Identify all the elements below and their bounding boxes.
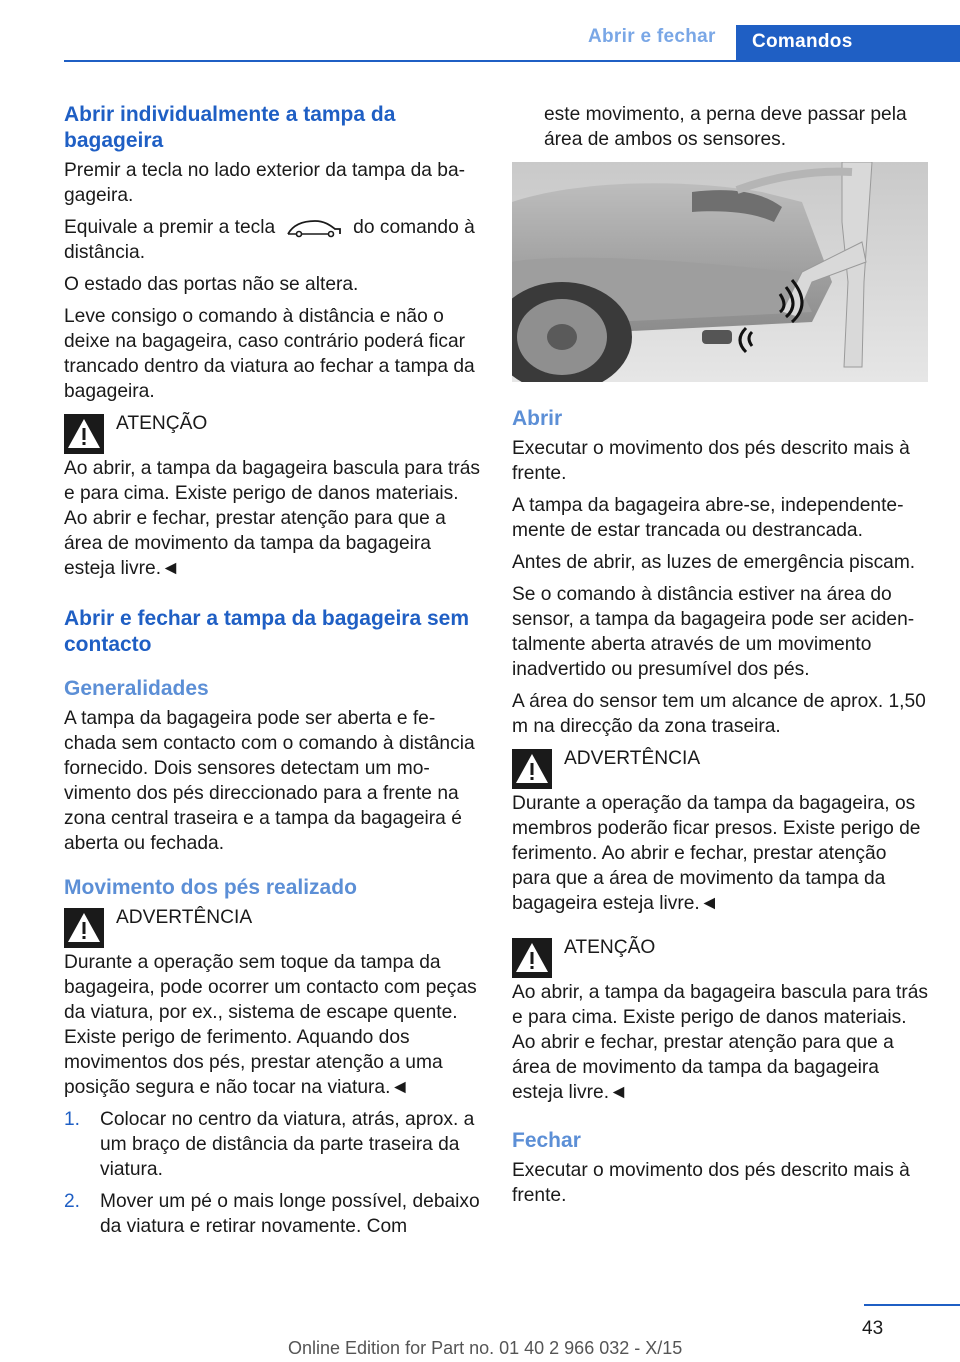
warning-triangle-icon — [512, 749, 552, 789]
warning-title: ADVERTÊNCIA — [564, 748, 701, 769]
right-column — [512, 102, 928, 1215]
paragraph: A tampa da bagageira pode ser aberta e fechada sem contacto com o comando à distância fornecido. Dois sensores detectam um movimento dos pés direccionado para a frente na zona central traseira e a tampa da bagageira é aberta ou fechada. — [64, 708, 475, 854]
page-number: 43 — [862, 1318, 884, 1339]
caution-title: ATENÇÃO — [116, 413, 208, 434]
caution-text: Ao abrir, a tampa da bagageira bascula para trás e para cima. Existe perigo de danos materiais. Ao abrir e fechar, prestar atenção para que a área de movimento da tampa da bagageira esteja livre.◄ — [512, 982, 928, 1103]
caution-title: ATENÇÃO — [564, 937, 656, 958]
heading-close: Fechar — [512, 1129, 581, 1152]
warning-triangle-icon — [64, 414, 104, 454]
warning-text: Durante a operação sem toque da tampa da bagageira, pode ocorrer um contacto com peças da viatura, por ex., sistema de escape quente. Existe perigo de ferimento. Aquando dos movimentos dos pés, prestar atenção a uma posição segura e não tocar na viatura.◄ — [64, 952, 477, 1098]
header-chapter-tab: Comandos — [736, 25, 960, 61]
steps-list — [64, 1107, 480, 1239]
paragraph: Antes de abrir, as luzes de emergência piscam. — [512, 552, 916, 573]
warning-title: ADVERTÊNCIA — [116, 907, 253, 928]
paragraph: Se o comando à distância estiver na área do sensor, a tampa da bagageira pode ser acidentalmente aberta através de um movimento inadvertido ou presumível dos pés. — [512, 584, 915, 680]
paragraph: Leve consigo o comando à distância e não o deixe na bagageira, caso contrário poderá ficar trancado dentro da viatura ao fechar a tampa da bagageira. — [64, 306, 475, 402]
paragraph: A área do sensor tem um alcance de aprox. 1,50 m na direcção da zona traseira. — [512, 691, 926, 737]
heading-open-trunk-individually: Abrir individualmente a tampa da bagageira — [64, 103, 396, 152]
header-section-tab: Abrir e fechar — [588, 26, 716, 47]
warning-triangle-icon — [64, 908, 104, 948]
edition-footer: Online Edition for Part no. 01 40 2 966 032 - X/15 — [288, 1338, 683, 1358]
illustration-foot-sensor — [512, 162, 928, 382]
heading-open: Abrir — [512, 407, 563, 430]
caution-text: Ao abrir, a tampa da bagageira bascula para trás e para cima. Existe perigo de danos materiais. Ao abrir e fechar, prestar atenção para que a área de movimento da tampa da bagageira esteja livre.◄ — [64, 458, 480, 579]
paragraph: Premir a tecla no lado exterior da tampa da bagageira. — [64, 160, 466, 206]
warning-note — [512, 746, 928, 916]
left-column — [64, 102, 480, 1246]
paragraph: O estado das portas não se altera. — [64, 274, 359, 295]
list-item: 2. Mover um pé o mais longe possível, debaixo da viatura e retirar novamente. Com — [64, 1191, 480, 1237]
warning-triangle-icon — [512, 938, 552, 978]
paragraph: A tampa da bagageira abre-se, independentemente de estar trancada ou destrancada. — [512, 495, 904, 541]
paragraph: Executar o movimento dos pés descrito mais à frente. — [512, 438, 910, 484]
heading-foot-movement: Movimento dos pés realizado — [64, 876, 357, 899]
warning-text: Durante a operação da tampa da bagageira, os membros poderão ficar presos. Existe perigo de ferimento. Ao abrir e fechar, prestar atenção para que a área de movimento da tampa da bagageira esteja livre.◄ — [512, 793, 921, 914]
list-item: 1. Colocar no centro da viatura, atrás, aprox. a um braço de distância da parte traseira da viatura. — [64, 1109, 475, 1180]
paragraph: Executar o movimento dos pés descrito mais à frente. — [512, 1160, 910, 1206]
trunk-key-icon — [285, 217, 343, 239]
caution-note — [64, 411, 480, 581]
footer-rule — [864, 1304, 960, 1306]
paragraph-key-reference: Equivale a premir a tecla do comando à distância. — [64, 217, 475, 263]
paragraph-continued: este movimento, a perna deve passar pela área de ambos os sensores. — [544, 104, 907, 150]
warning-note — [64, 905, 480, 1100]
heading-contactless-trunk: Abrir e fechar a tampa da bagageira sem contacto — [64, 607, 469, 656]
heading-general: Generalidades — [64, 677, 209, 700]
caution-note — [512, 935, 928, 1105]
